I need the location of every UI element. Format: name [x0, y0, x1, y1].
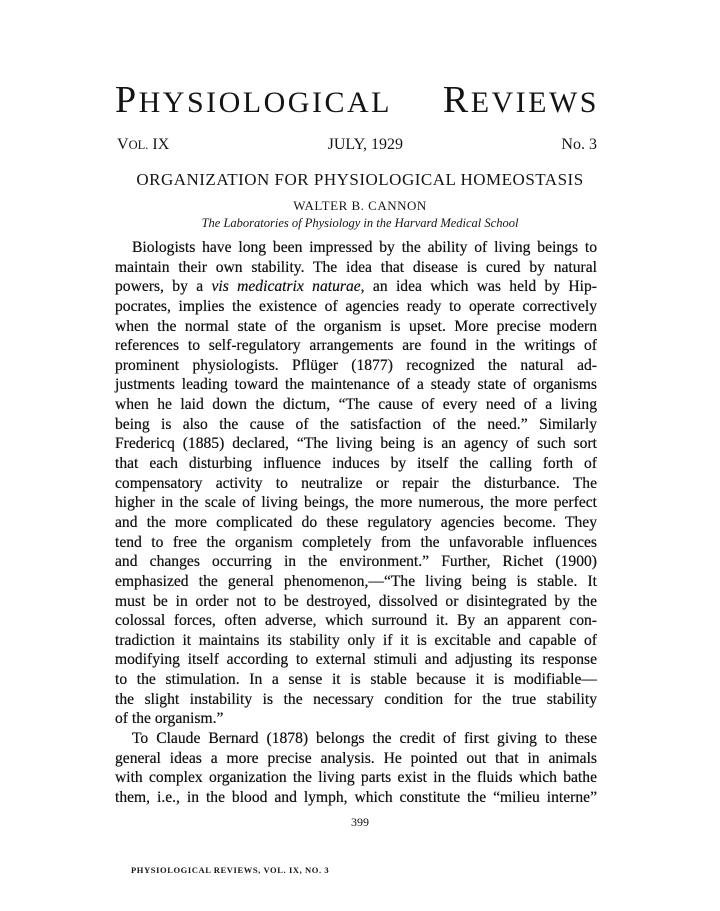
- article-body: [115, 238, 597, 808]
- text-line: [115, 277, 597, 297]
- text-line: being is also the cause of the satisfaction of the need.” Similarly: [115, 415, 597, 433]
- text-line: and changes occurring in the environment.” Further, Richet (1900): [115, 553, 597, 571]
- text-line: the slight instability is the necessary condition for the true stability: [115, 690, 597, 708]
- issue-line: [117, 136, 597, 154]
- journal-title-word-2: REVIEWS: [442, 79, 599, 121]
- text-line: of the organism.”: [115, 710, 224, 728]
- volume: VOL. IX: [117, 136, 170, 153]
- text-line: Biologists have long been impressed by the ability of living beings to: [132, 239, 597, 256]
- text-line: To Claude Bernard (1878) belongs the credit of first giving to these: [132, 730, 597, 748]
- issue-number: No. 3: [561, 136, 597, 153]
- text-line: general ideas a more precise analysis. He pointed out that in animals: [115, 749, 597, 767]
- text-line: tradiction it maintains its stability only if it is excitable and capable of: [115, 631, 597, 649]
- journal-title-word-1: PHYSIOLOGICAL: [115, 79, 392, 121]
- text-line: and the more complicated do these regulatory agencies become. They: [115, 513, 597, 531]
- text-line: pocrates, implies the existence of agencies ready to operate correctively: [115, 297, 597, 315]
- text-line: compensatory activity to neutralize or repair the disturbance. The: [115, 474, 597, 492]
- article-affiliation: The Laboratories of Physiology in the Harvard Medical School: [201, 216, 519, 230]
- text-line: when the normal state of the organism is upset. More precise modern: [115, 317, 597, 335]
- text-line: to the stimulation. In a sense it is stable because it is modifiable—: [115, 671, 597, 689]
- text-line: tend to free the organism completely from the unfavorable influences: [115, 533, 597, 551]
- text-line: references to self-regulatory arrangements are found in the writings of: [115, 337, 597, 355]
- text-segment: , an idea which was held by Hip-: [360, 278, 597, 296]
- article-author: WALTER B. CANNON: [293, 198, 427, 213]
- text-line: with complex organization the living parts exist in the fluids which bathe: [115, 769, 597, 787]
- text-line: prominent physiologists. Pflüger (1877) recognized the natural ad-: [115, 356, 597, 374]
- text-line: that each disturbing influence induces by itself the calling forth of: [115, 455, 597, 473]
- text-line: emphasized the general phenomenon,—“The living being is stable. It: [115, 572, 597, 590]
- text-line: justments leading toward the maintenance of a steady state of organisms: [115, 376, 597, 394]
- issue-date: JULY, 1929: [327, 136, 404, 153]
- italic-phrase: vis medicatrix naturae: [211, 278, 361, 296]
- text-line: must be in order not to be destroyed, dissolved or disintegrated by the: [115, 592, 597, 610]
- text-line: modifying itself according to external stimuli and adjusting its response: [115, 651, 597, 669]
- text-line: higher in the scale of living beings, the more numerous, the more perfect: [115, 494, 597, 512]
- text-line: them, i.e., in the blood and lymph, which constitute the “milieu interne”: [115, 788, 597, 806]
- text-line: colossal forces, often adverse, which surround it. By an apparent con-: [115, 612, 597, 630]
- text-segment: powers, by a: [115, 278, 212, 296]
- text-line: Fredericq (1885) declared, “The living being is an agency of such sort: [115, 435, 597, 453]
- journal-masthead: [115, 78, 599, 122]
- page-footer: PHYSIOLOGICAL REVIEWS, VOL. IX, NO. 3: [131, 865, 330, 875]
- text-line: when he laid down the dictum, “The cause of every need of a living: [115, 396, 597, 414]
- page-number: 399: [351, 815, 369, 829]
- text-line: maintain their own stability. The idea that disease is cured by natural: [115, 258, 597, 276]
- article-title: ORGANIZATION FOR PHYSIOLOGICAL HOMEOSTASIS: [136, 170, 584, 189]
